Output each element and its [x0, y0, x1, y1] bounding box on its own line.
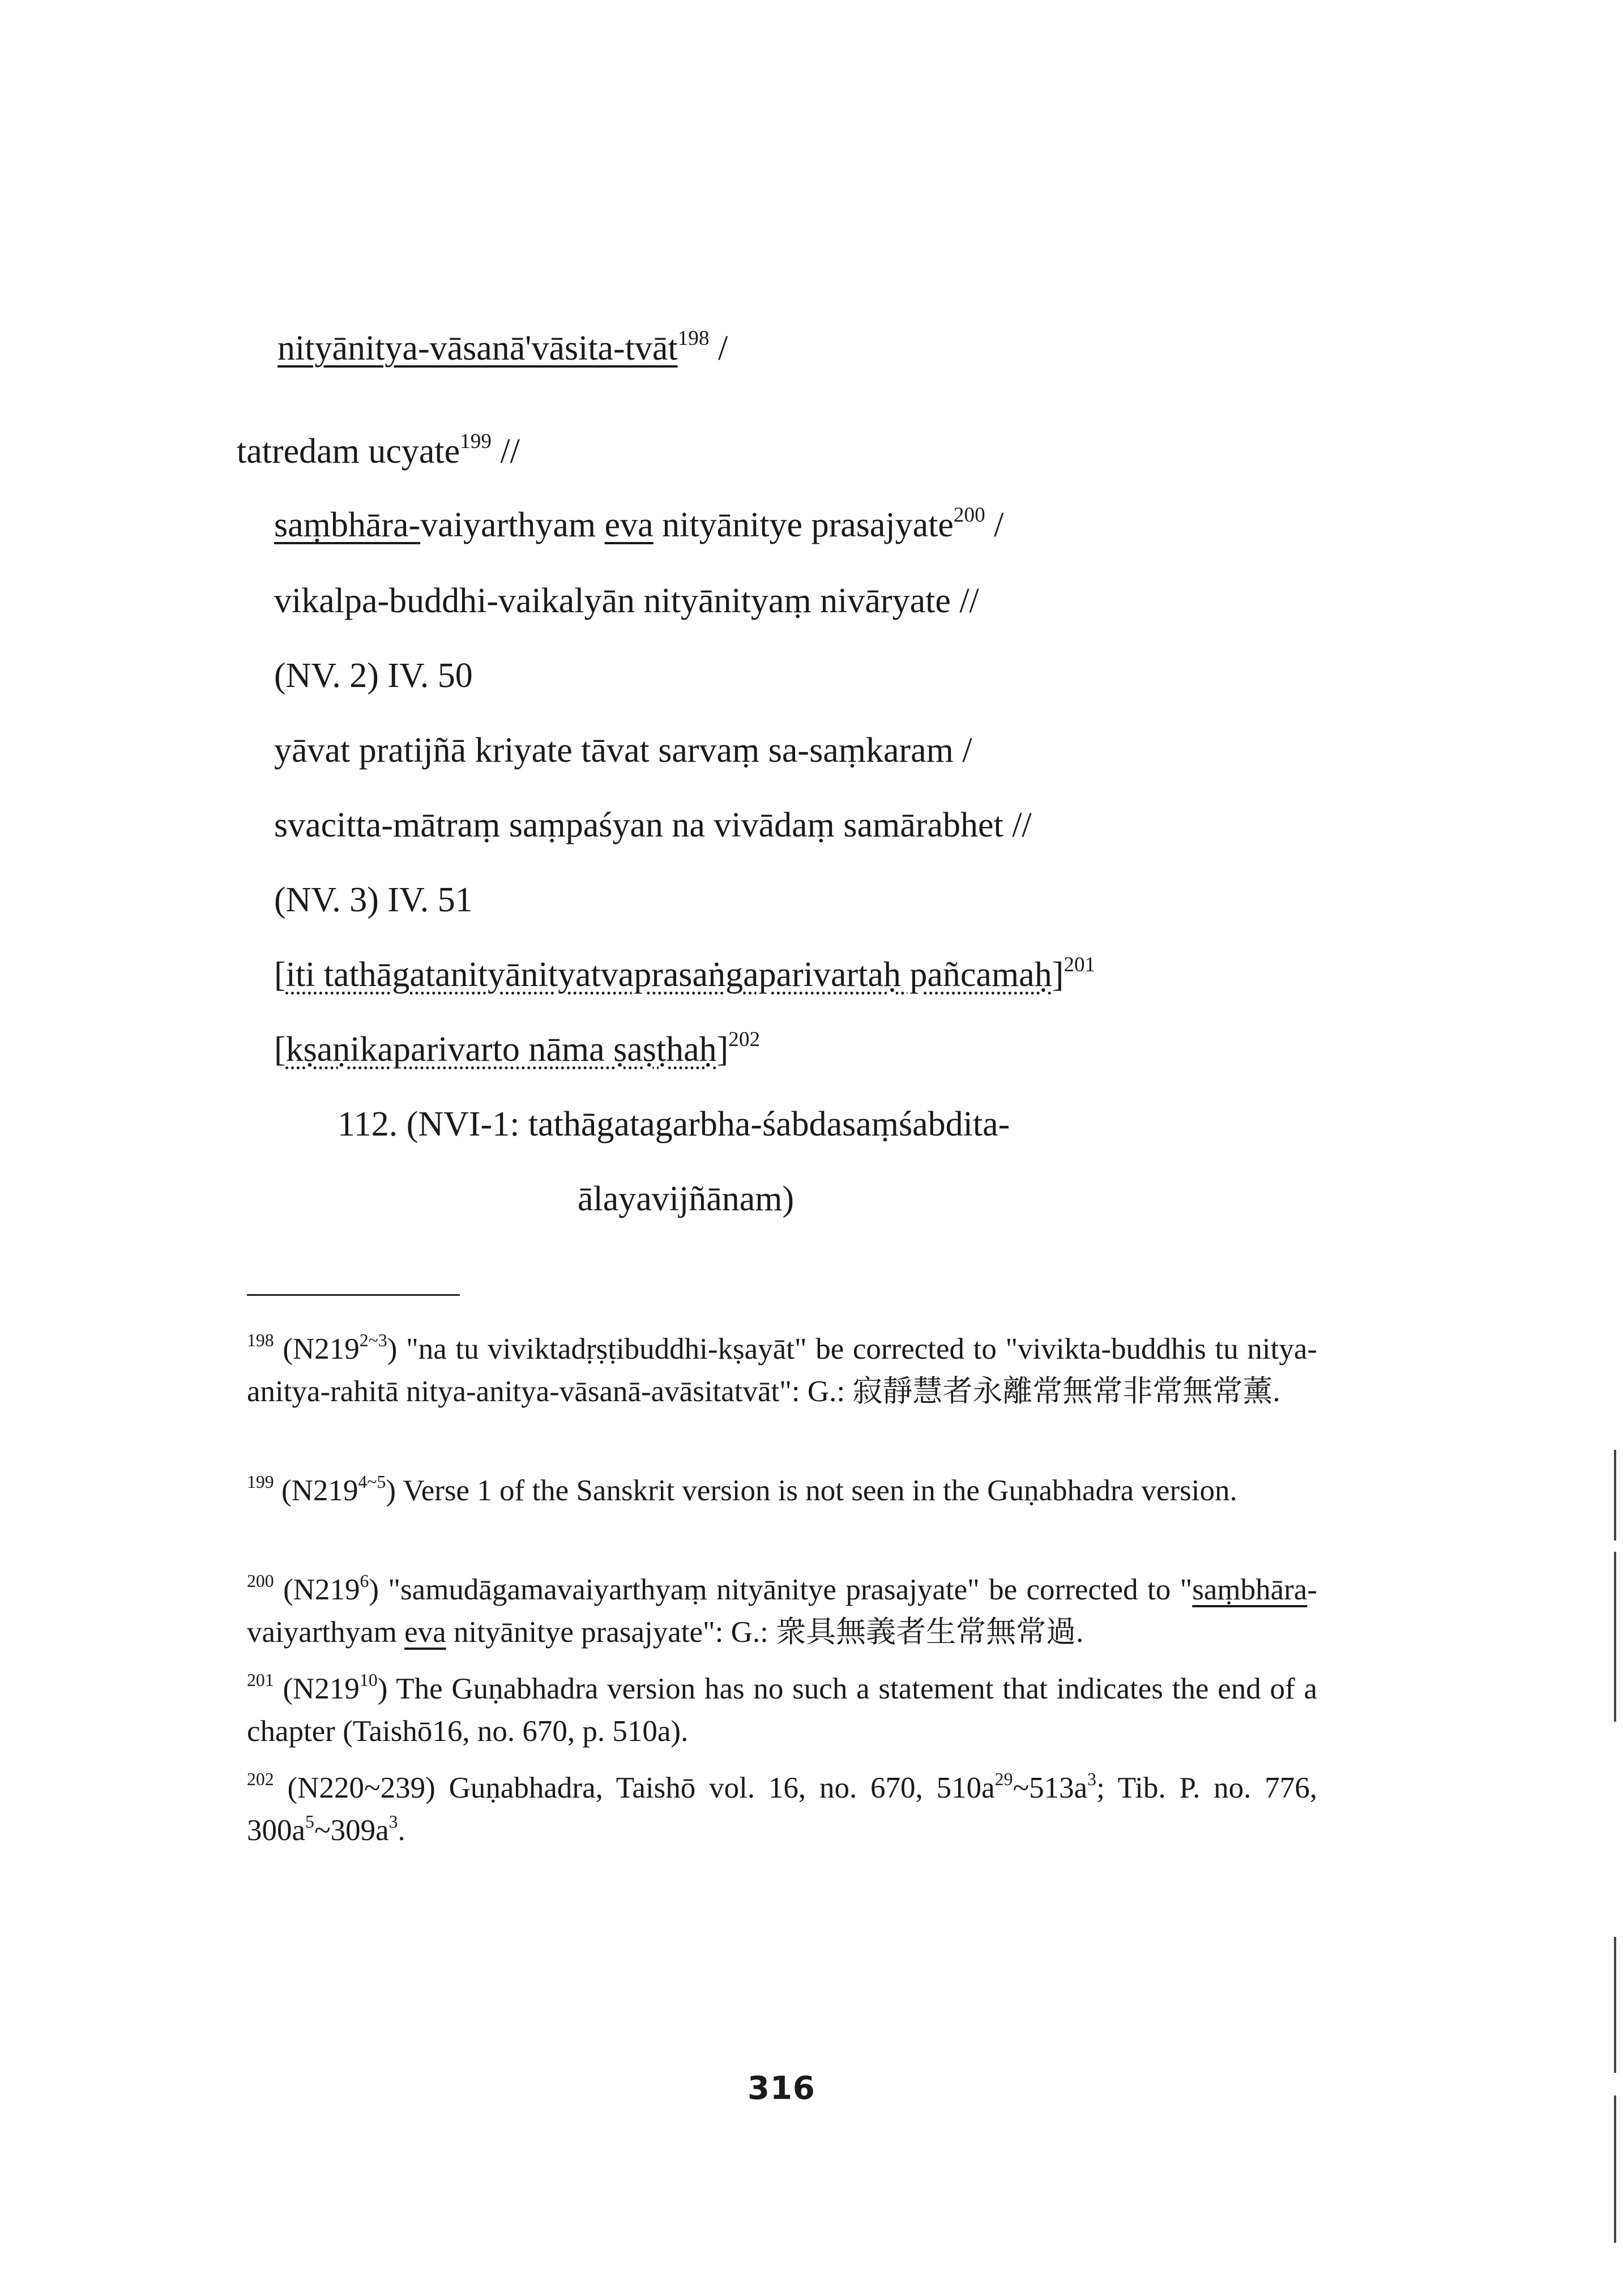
footnote-text: (N220~239) Guṇabhadra, Taishō vol. 16, no. 670, 510a — [274, 1772, 995, 1804]
footnote-ref-198[interactable]: 198 — [677, 326, 710, 350]
verse-line-6: svacitta-mātraṃ saṃpaśyan na vivādaṃ samārabhet // — [274, 806, 1032, 844]
footnote-ref-sup: 10 — [359, 1670, 378, 1690]
footnote-text: ; Tib. P. no. 776, 300a — [247, 1772, 1317, 1847]
footnote-ref-text: (N219 — [274, 1573, 360, 1606]
verse-line-4: vikalpa-buddhi-vaikalyān nityānityaṃ nivāryate // — [274, 582, 979, 620]
verse-line-3 — [274, 504, 1003, 546]
bracket-close: ] — [716, 1030, 729, 1069]
verse-line-5: yāvat pratijñā kriyate tāvat sarvaṃ sa-saṃkaram / — [274, 731, 972, 770]
verse-line-2 — [237, 430, 520, 472]
bracket-open: [ — [274, 955, 286, 994]
footnote-199 — [247, 1470, 1317, 1512]
footnote-text: nityānitye prasajyate": G.: 衆具無義者生常無常過. — [446, 1616, 1084, 1649]
footnote-ref-sup: 6 — [360, 1571, 369, 1591]
footnote-sup: 3 — [1087, 1769, 1097, 1789]
footnote-text: ) "na tu viviktadṛṣṭibuddhi-kṣayāt" be corrected to "vivikta-buddhis tu nitya-anitya-rahitā nitya-anitya-vāsanā-avāsitatvāt": G.: 寂靜慧者永離常無常非常無常薰. — [247, 1333, 1317, 1409]
page-number: 316 — [748, 2070, 815, 2107]
footnote-sup: 5 — [305, 1812, 314, 1832]
dotted-underline-colophon: kṣaṇikaparivarto nāma ṣaṣṭhaḥ — [285, 1030, 717, 1069]
underlined-word-sambhara: saṃbhāra — [1192, 1573, 1308, 1606]
section-heading-line-1: 112. (NVI-1: tathāgatagarbha-śabdasaṃśabdita- — [338, 1105, 1010, 1143]
footnote-number: 198 — [247, 1330, 274, 1350]
footnote-text: -vaiyarthyam — [247, 1573, 1317, 1649]
footnote-text: ) "samudāgamavaiyarthyaṃ nityānitye prasajyate" be corrected to " — [369, 1573, 1193, 1606]
footnote-ref-text: (N219 — [274, 1333, 360, 1365]
footnote-ref-202[interactable]: 202 — [728, 1027, 761, 1051]
footnote-sup: 29 — [994, 1769, 1013, 1789]
footnote-separator — [247, 1294, 460, 1296]
footnote-text: ~309a — [314, 1814, 389, 1847]
verse-punct: // — [491, 432, 520, 471]
scan-edge-mark — [1614, 1552, 1616, 1722]
verse-punct: / — [709, 329, 728, 368]
footnote-201 — [247, 1668, 1317, 1753]
chapter-colophon-1 — [274, 954, 1095, 996]
footnote-ref-199[interactable]: 199 — [460, 429, 492, 453]
scan-edge-mark — [1614, 1937, 1616, 2073]
verse-reference-2: (NV. 3) IV. 51 — [274, 881, 473, 919]
footnote-sup: 3 — [388, 1812, 398, 1832]
footnote-number: 200 — [247, 1571, 274, 1591]
verse-text: nityānitye prasajyate — [653, 506, 954, 544]
footnote-text: . — [398, 1814, 405, 1847]
footnote-ref-sup: 2~3 — [359, 1330, 387, 1350]
footnote-ref-200[interactable]: 200 — [953, 503, 985, 527]
footnote-number: 201 — [247, 1670, 274, 1690]
footnote-text: ) The Guṇabhadra version has no such a statement that indicates the end of a chapter (Taishō16, no. 670, p. 510a). — [247, 1672, 1317, 1748]
chapter-colophon-2 — [274, 1028, 760, 1070]
footnote-200 — [247, 1569, 1317, 1654]
section-heading-line-2: ālayavijñānam) — [578, 1180, 795, 1218]
verse-reference-1: (NV. 2) IV. 50 — [274, 656, 473, 695]
footnote-198 — [247, 1328, 1317, 1414]
bracket-close: ] — [1052, 955, 1064, 994]
verse-punct: / — [985, 506, 1004, 544]
scan-edge-mark — [1614, 2096, 1616, 2243]
footnote-ref-201[interactable]: 201 — [1064, 953, 1096, 976]
footnote-text: ) Verse 1 of the Sanskrit version is not seen in the Guṇabhadra version. — [386, 1474, 1237, 1507]
scan-edge-mark — [1614, 1450, 1616, 1540]
footnote-ref-text: (N219 — [274, 1474, 358, 1507]
footnote-number: 202 — [247, 1769, 274, 1789]
underlined-word-sambhara: saṃbhāra- — [274, 506, 421, 544]
underlined-word-eva: eva — [404, 1616, 446, 1649]
underlined-phrase: nityānitya-vāsanā'vāsita-tvāt — [277, 329, 678, 368]
verse-text: tatredam ucyate — [237, 432, 460, 471]
footnote-number: 199 — [247, 1471, 274, 1492]
footnote-ref-sup: 4~5 — [358, 1471, 386, 1492]
underlined-word-eva: eva — [604, 506, 654, 544]
footnote-ref-text: (N219 — [274, 1672, 360, 1705]
bracket-open: [ — [274, 1030, 286, 1069]
footnote-text: ~513a — [1013, 1772, 1088, 1804]
verse-line-1 — [277, 327, 728, 369]
dotted-underline-colophon: iti tathāgatanityānityatvaprasaṅgaparivartaḥ pañcamaḥ — [285, 955, 1052, 994]
verse-text: vaiyarthyam — [420, 506, 605, 544]
footnote-202 — [247, 1767, 1317, 1853]
